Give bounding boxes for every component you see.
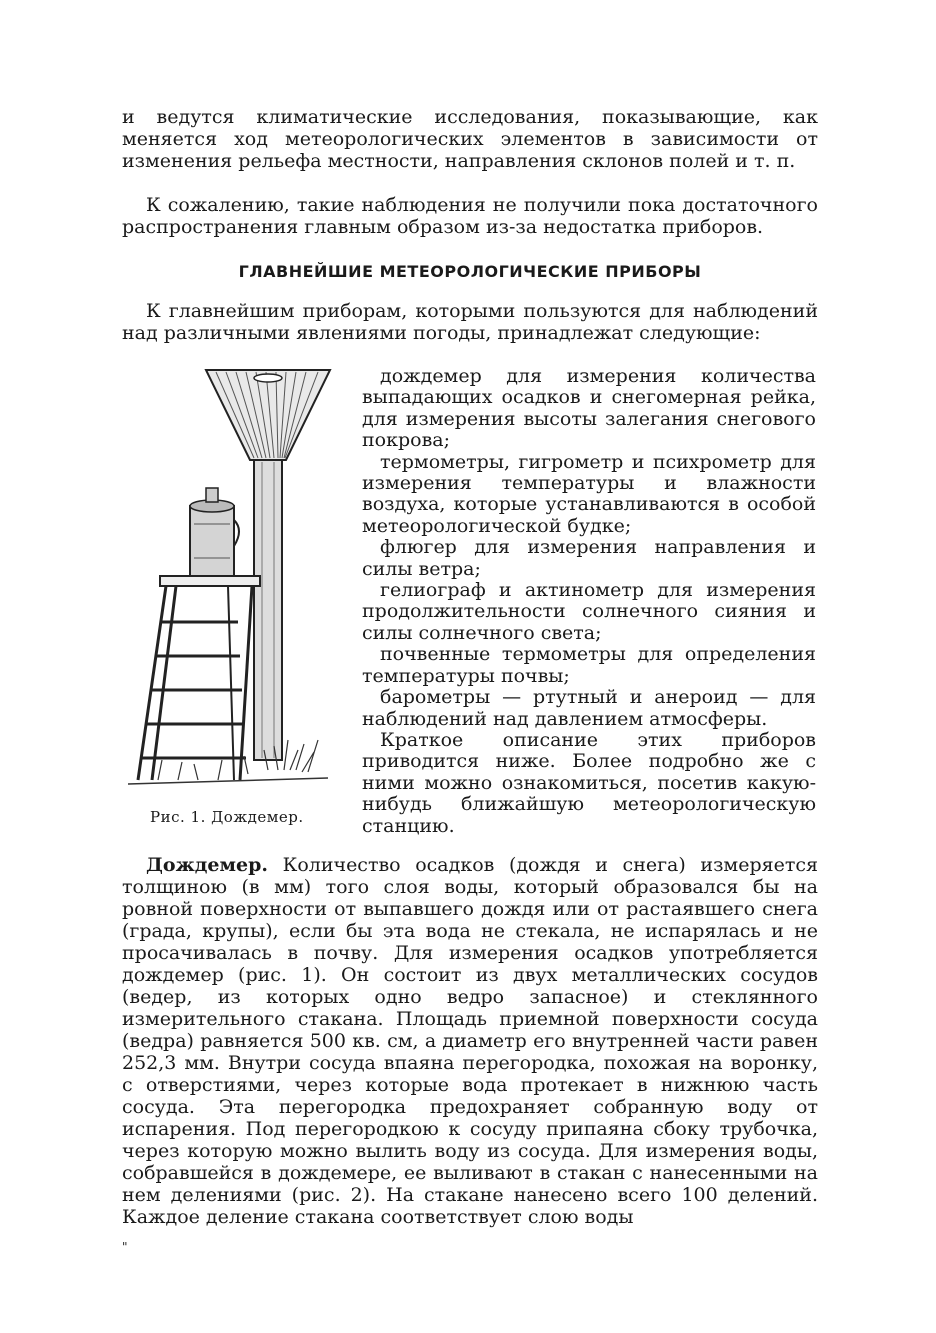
page-mark: " [122,1240,128,1254]
list-item: термометры, гигрометр и психрометр для измерения температуры и влажности воздуха, которые устанавливаются в особой метеорологической будке; [362,450,816,537]
rain-gauge-illustration [128,360,348,810]
list-item: флюгер для измерения направления и силы ветра; [362,536,816,580]
list-item: гелиограф и актинометр для измерения продолжительности солнечного сияния и силы солнечного света; [362,579,816,644]
list-item: дождемер для измерения количества выпадающих осадков и снегомерная рейка, для измерения высоты залегания снегового покрова; [362,365,816,452]
intro-paragraph: и ведутся климатические исследования, показывающие, как меняется ход метеорологических элементов в зависимости от изменения рельефа местности, направления склонов полей и т. п. [122,106,818,172]
list-item: барометры — ртутный и анероид — для наблюдений над давлением атмосферы. [362,686,816,730]
closing-paragraph: Краткое описание этих приборов приводится ниже. Более подробно же с ними можно ознакомиться, посетив какую-нибудь ближайшую метеорологическую станцию. [362,728,816,837]
section-heading: ГЛАВНЕЙШИЕ МЕТЕОРОЛОГИЧЕСКИЕ ПРИБОРЫ [238,262,702,281]
list-item: почвенные термометры для определения температуры почвы; [362,643,816,687]
rain-gauge-icon [128,360,348,810]
term-label: Дождемер. [146,854,268,876]
intro-paragraph-2: К сожалению, такие наблюдения не получили пока достаточного распространения главным образом из-за недостатка приборов. [122,194,818,238]
rain-gauge-paragraph [122,854,818,1228]
figure-caption: Рис. 1. Дождемер. [150,808,304,826]
instrument-list [362,366,816,837]
body-text: Количество осадков (дождя и снега) измеряется толщиною (в мм) того слоя воды, который образовался бы на ровной поверхности от выпавшего дождя или от растаявшего снега (града, крупы), если бы эта вода не стекала, не испарялась и не просачивалась в почву. Для измерения осадков употребляется дождемер (рис. 1). Он состоит из двух металлических сосудов (ведер, из которых одно ведро запасное) и стеклянного измерительного стакана. Площадь приемной поверхности сосуда (ведра) равняется 500 кв. см, а диаметр его внутренней части равен 252,3 мм. Внутри сосуда впаяна перегородка, похожая на воронку, с отверстиями, через которые вода протекает в нижнюю часть сосуда. Эта перегородка предохраняет собранную воду от испарения. Под перегородкою к сосуду припаяна сбоку трубочка, через которую можно вылить воду из сосуда. Для измерения воды, собравшейся в дождемере, ее выливают в стакан с нанесенными на нем делениями (рис. 2). На стакане нанесено всего 100 делений. Каждое деление стакана соответствует слою воды [122,854,818,1228]
section-lead: К главнейшим приборам, которыми пользуются для наблюдений над различными явлениями погоды, принадлежат следующие: [122,300,818,344]
